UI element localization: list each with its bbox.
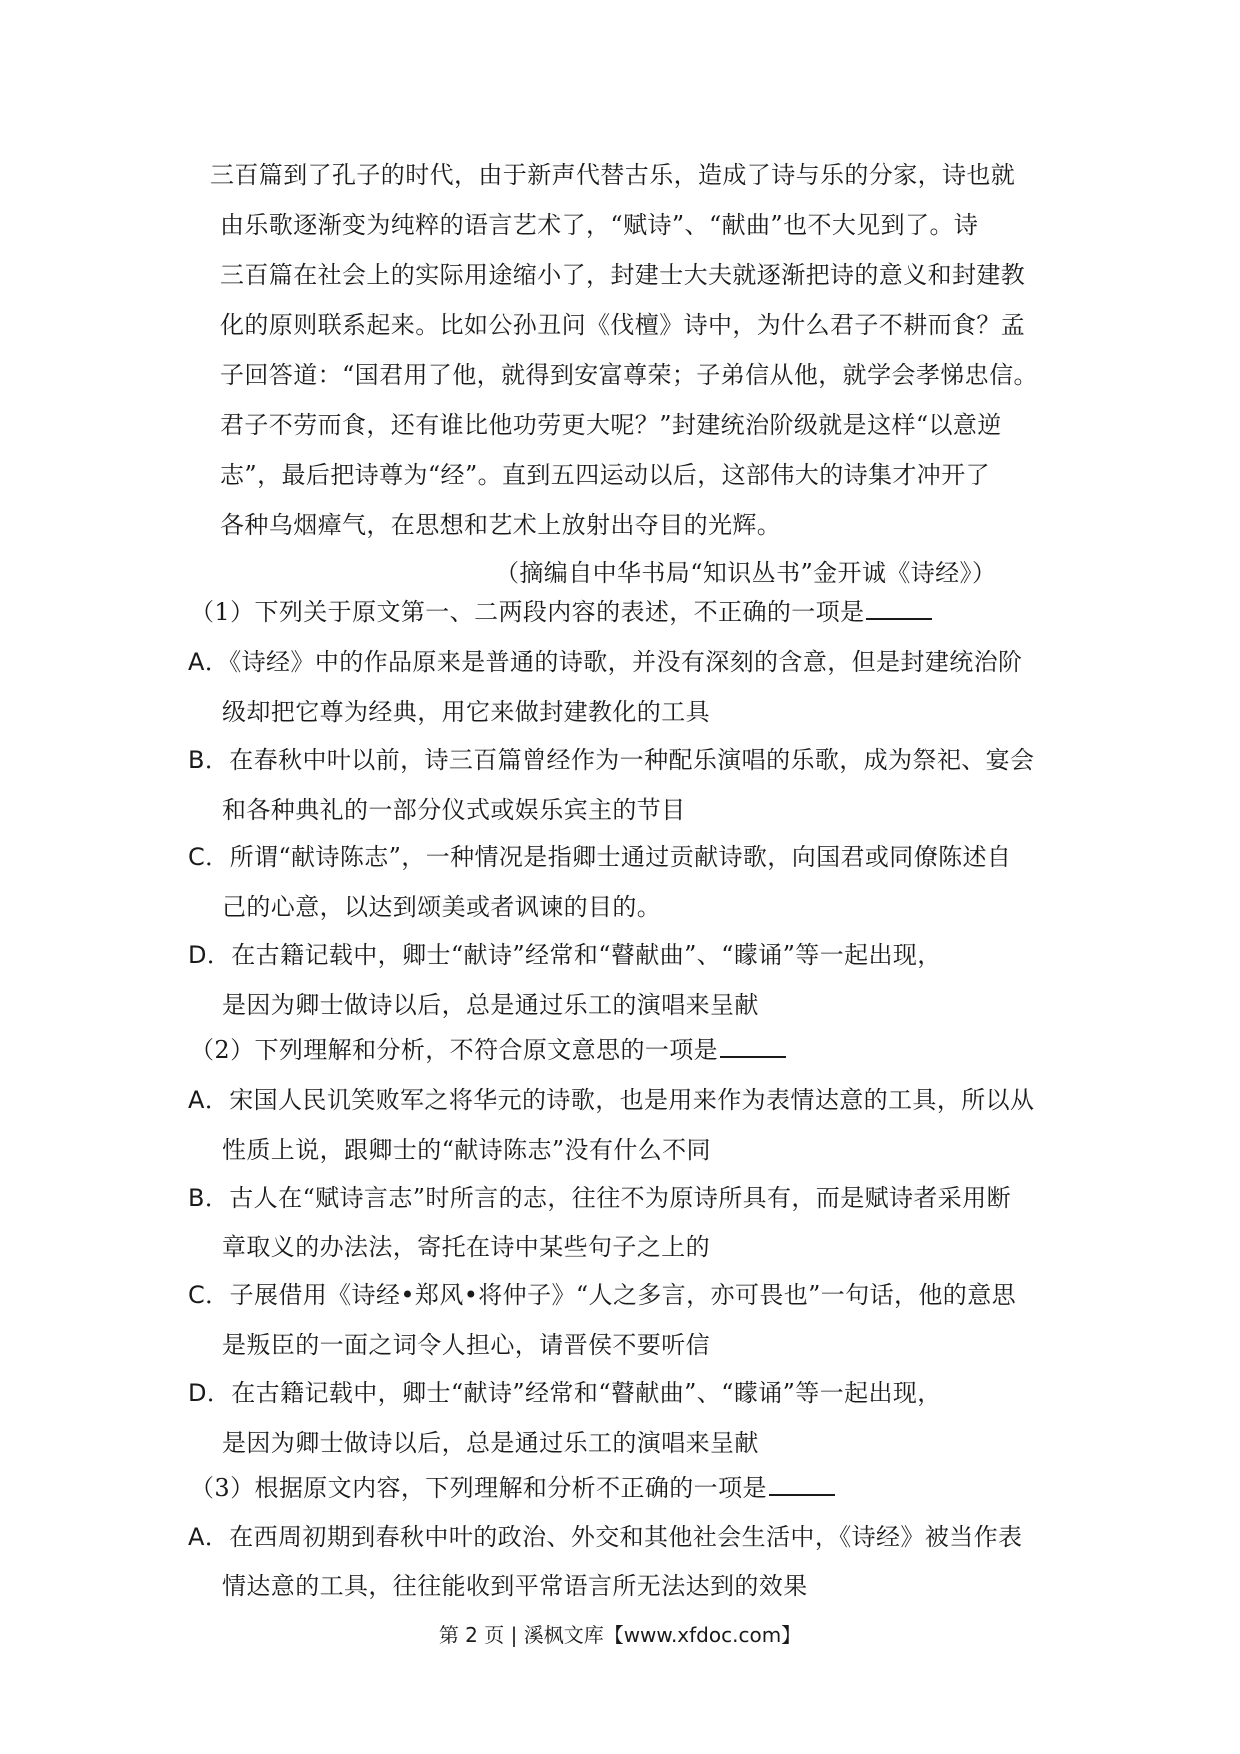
passage-line: 子回答道：“国君用了他，就得到安富尊荣；子弟信从他，就学会孝悌忠信。	[220, 361, 1038, 389]
passage-source: （摘编自中华书局“知识丛书”金开诚《诗经》）	[495, 559, 997, 587]
option-line: B．在春秋中叶以前，诗三百篇曾经作为一种配乐演唱的乐歌，成为祭祀、宴会	[188, 746, 1035, 774]
passage-line: 各种乌烟瘴气，在思想和艺术上放射出夺目的光辉。	[220, 511, 782, 539]
answer-blank	[866, 598, 932, 620]
question-stem: （1）下列关于原文第一、二两段内容的表述，不正确的一项是	[190, 597, 932, 627]
option-label: B．	[188, 746, 230, 774]
option-line: 是叛臣的一面之词令人担心，请晋侯不要听信	[222, 1331, 710, 1359]
question-stem: （2）下列理解和分析，不符合原文意思的一项是	[190, 1035, 786, 1065]
option-line: 情达意的工具，往往能收到平常语言所无法达到的效果	[222, 1572, 808, 1600]
option-line: 己的心意，以达到颂美或者讽谏的目的。	[222, 893, 662, 921]
option-line: A．《诗经》中的作品原来是普通的诗歌，并没有深刻的含意，但是封建统治阶	[188, 648, 1023, 676]
question-stem: （3）根据原文内容，下列理解和分析不正确的一项是	[190, 1473, 835, 1503]
option-line: A．在西周初期到春秋中叶的政治、外交和其他社会生活中，《诗经》被当作表	[188, 1523, 1023, 1551]
option-line: 章取义的办法法，寄托在诗中某些句子之上的	[222, 1233, 710, 1261]
answer-blank	[720, 1036, 786, 1058]
answer-blank	[769, 1474, 835, 1496]
page-footer: 第 2 页 | 溪枫文库【www.xfdoc.com】	[438, 1623, 802, 1647]
option-line: C．所谓“献诗陈志”，一种情况是指卿士通过贡献诗歌，向国君或同僚陈述自	[188, 843, 1012, 871]
passage-line: 君子不劳而食，还有谁比他功劳更大呢？”封建统治阶级就是这样“以意逆	[220, 411, 1002, 439]
option-label: A．	[188, 648, 230, 676]
passage-line: 化的原则联系起来。比如公孙丑问《伐檀》诗中，为什么君子不耕而食？孟	[220, 311, 1026, 339]
option-line: A．宋国人民讥笑败军之将华元的诗歌，也是用来作为表情达意的工具，所以从	[188, 1086, 1035, 1114]
option-line: 是因为卿士做诗以后，总是通过乐工的演唱来呈献	[222, 991, 759, 1019]
option-line: D．在古籍记载中，卿士“献诗”经常和“瞽献曲”、“矇诵”等一起出现，	[188, 1379, 942, 1407]
passage-line: 志”，最后把诗尊为“经”。直到五四运动以后，这部伟大的诗集才冲开了	[220, 461, 991, 489]
passage-line: 三百篇在社会上的实际用途缩小了，封建士大夫就逐渐把诗的意义和封建教	[220, 261, 1026, 289]
option-line: 性质上说，跟卿士的“献诗陈志”没有什么不同	[222, 1136, 711, 1164]
option-line: 是因为卿士做诗以后，总是通过乐工的演唱来呈献	[222, 1429, 759, 1457]
option-label: C．	[188, 843, 230, 871]
option-label: A．	[188, 1086, 230, 1114]
option-line: B．古人在“赋诗言志”时所言的志，往往不为原诗所具有，而是赋诗者采用断	[188, 1184, 1012, 1212]
passage-line: 三百篇到了孔子的时代，由于新声代替古乐，造成了诗与乐的分家，诗也就	[210, 161, 1016, 189]
option-label: B．	[188, 1184, 230, 1212]
option-label: C．	[188, 1281, 230, 1309]
option-line: C．子展借用《诗经•郑风•将仲子》“人之多言，亦可畏也”一句话，他的意思	[188, 1281, 1017, 1309]
option-line: 级却把它尊为经典，用它来做封建教化的工具	[222, 698, 710, 726]
passage-line: 由乐歌逐渐变为纯粹的语言艺术了，“赋诗”、“献曲”也不大见到了。诗	[220, 211, 979, 239]
option-label: D．	[188, 1379, 232, 1407]
option-label: D．	[188, 941, 232, 969]
option-label: A．	[188, 1523, 230, 1551]
option-line: 和各种典礼的一部分仪式或娱乐宾主的节目	[222, 796, 686, 824]
option-line: D．在古籍记载中，卿士“献诗”经常和“瞽献曲”、“矇诵”等一起出现，	[188, 941, 942, 969]
